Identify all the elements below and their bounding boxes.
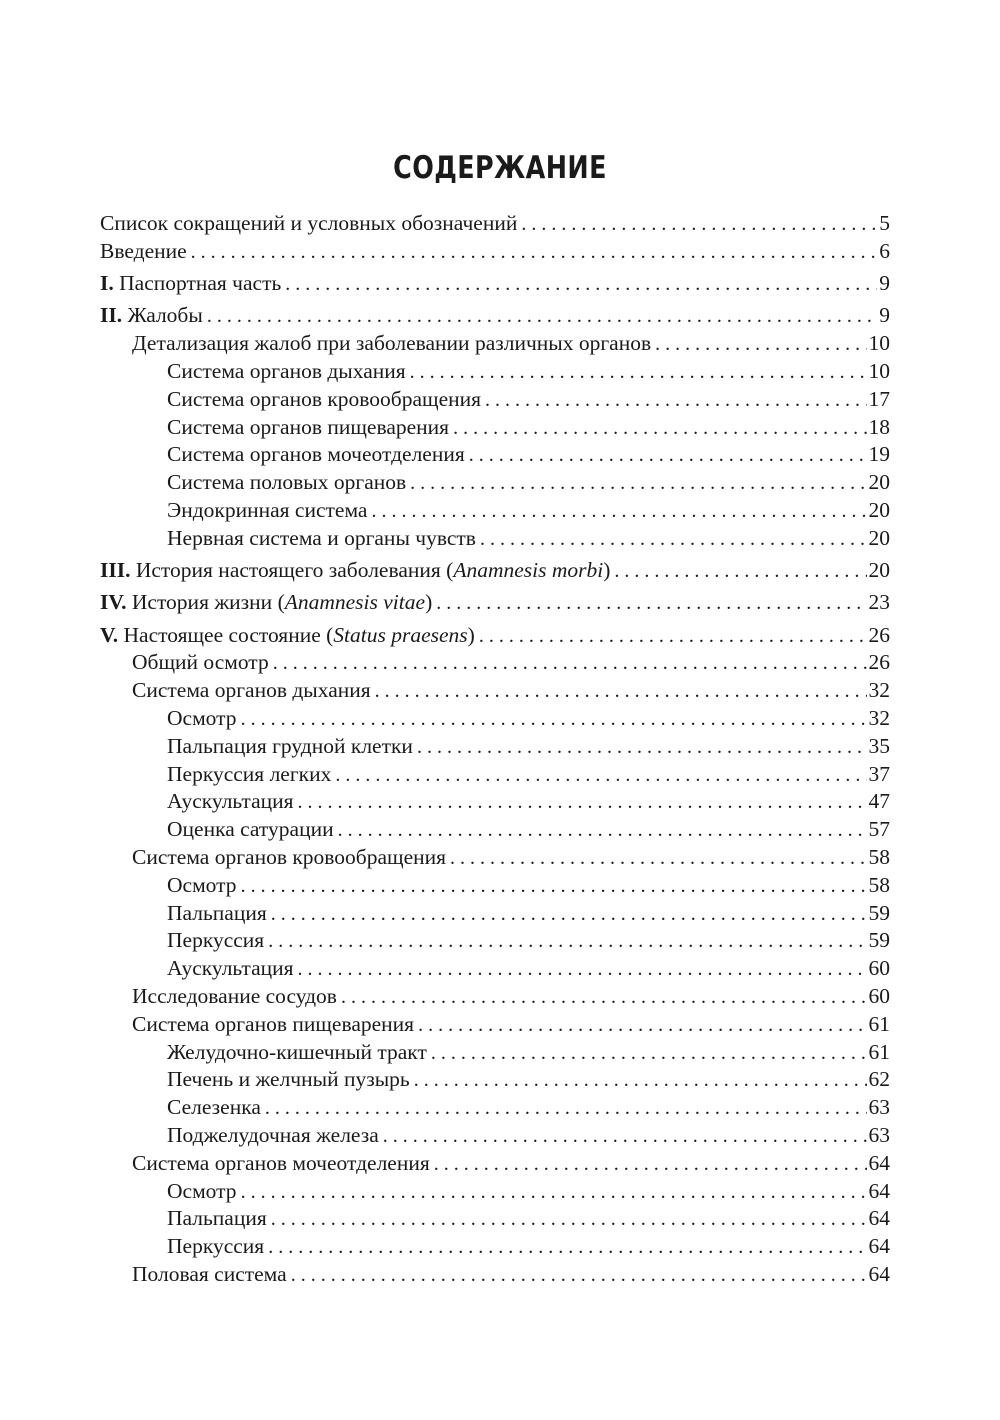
- toc-entry-number: I.: [100, 271, 114, 296]
- toc-entry-page: 62: [868, 1067, 890, 1092]
- toc-entry-page: 32: [868, 706, 890, 731]
- toc-leader-dots: [265, 1095, 867, 1122]
- toc-leader-dots: [417, 734, 867, 761]
- toc-entry-page: 58: [868, 845, 890, 870]
- toc-entry-text-end: ): [467, 622, 475, 647]
- toc-leader-dots: [614, 558, 866, 585]
- toc-entry-text: Система органов дыхания: [167, 358, 406, 383]
- toc-entry[interactable]: [100, 1066, 890, 1094]
- toc-leader-dots: [191, 239, 878, 266]
- toc-leader-dots: [418, 1012, 866, 1039]
- toc-leader-dots: [291, 1262, 867, 1289]
- toc-leader-dots: [453, 415, 866, 442]
- toc-entry[interactable]: [100, 386, 890, 414]
- toc-entry-text: Настоящее состояние (: [118, 622, 334, 647]
- toc-entry-label: [132, 983, 341, 1011]
- toc-entry[interactable]: [100, 525, 890, 553]
- toc-entry-page: 57: [868, 817, 890, 842]
- toc-entry-page: 64: [868, 1178, 890, 1203]
- toc-entry-page: 19: [868, 442, 890, 467]
- toc-entry-label: [167, 1178, 241, 1206]
- toc-leader-dots: [479, 623, 867, 650]
- toc-leader-dots: [273, 650, 867, 677]
- toc-entry-label: [167, 816, 338, 844]
- toc-entry-text: Общий осмотр: [132, 650, 269, 675]
- toc-entry-text: Система органов кровообращения: [132, 845, 447, 870]
- toc-entry-text: Система органов мочеотделения: [132, 1150, 430, 1175]
- toc-leader-dots: [241, 1179, 867, 1206]
- toc-entry-label: [132, 1261, 291, 1289]
- toc-entry[interactable]: [100, 302, 890, 330]
- toc-entry-page: 61: [868, 1039, 890, 1064]
- toc-entry[interactable]: [100, 705, 890, 733]
- toc-entry-label: [100, 557, 614, 585]
- toc-entry-text: Осмотр: [167, 872, 237, 897]
- toc-entry-page: 6: [879, 238, 890, 263]
- toc-entry[interactable]: [100, 649, 890, 677]
- toc-entry-text: Пальпация: [167, 1206, 267, 1231]
- toc-leader-dots: [268, 928, 866, 955]
- toc-entry[interactable]: [100, 900, 890, 928]
- toc-entry-label: [167, 469, 410, 497]
- toc-entry-label: [167, 525, 480, 553]
- toc-leader-dots: [436, 590, 866, 617]
- toc-entry-number: III.: [100, 558, 131, 583]
- toc-entry-page: 64: [868, 1150, 890, 1175]
- toc-entry-label: [132, 844, 450, 872]
- toc-entry-text: Система органов пищеварения: [167, 414, 450, 439]
- toc-entry-page: 64: [868, 1261, 890, 1286]
- toc-entry[interactable]: [100, 1150, 890, 1178]
- toc-entry[interactable]: [100, 210, 890, 238]
- toc-leader-dots: [521, 211, 877, 238]
- toc-entry[interactable]: [100, 358, 890, 386]
- toc-entry-page: 17: [868, 386, 890, 411]
- toc-entry[interactable]: [100, 872, 890, 900]
- toc-leader-dots: [655, 331, 866, 358]
- toc-entry-page: 64: [868, 1206, 890, 1231]
- toc-entry-text: Система половых органов: [167, 470, 407, 495]
- toc-entry[interactable]: [100, 1233, 890, 1261]
- toc-entry-text: Оценка сатурации: [167, 817, 334, 842]
- toc-entry-text: История жизни (: [126, 590, 285, 615]
- toc-entry[interactable]: [100, 1011, 890, 1039]
- toc-leader-dots: [285, 271, 877, 298]
- toc-entry[interactable]: [100, 330, 890, 358]
- toc-leader-dots: [241, 873, 867, 900]
- toc-entry-page: 10: [868, 331, 890, 356]
- toc-entry-label: [132, 1150, 434, 1178]
- toc-entry-label: [167, 1122, 383, 1150]
- toc-entry-latin: Status praesens: [333, 622, 468, 647]
- toc-entry-page: 32: [868, 678, 890, 703]
- toc-entry[interactable]: [100, 238, 890, 266]
- toc-entry-page: 37: [868, 761, 890, 786]
- toc-entry-text: Жалобы: [122, 303, 203, 328]
- toc-entry[interactable]: [100, 844, 890, 872]
- toc-entry-label: [132, 1011, 418, 1039]
- page-title: СОДЕРЖАНИЕ: [393, 150, 607, 186]
- toc-entry-label: [132, 649, 273, 677]
- toc-entry-label: [167, 761, 335, 789]
- toc-entry-label: [132, 330, 655, 358]
- toc-entry-text: Пальпация: [167, 900, 267, 925]
- toc-entry-page: 26: [868, 622, 890, 647]
- toc-entry-latin: Anamnesis vitae: [284, 590, 426, 615]
- toc-leader-dots: [271, 901, 867, 928]
- toc-entry-text: Перкуссия легких: [167, 761, 332, 786]
- toc-entry-page: 20: [868, 497, 890, 522]
- toc-entry-text: Перкуссия: [167, 928, 265, 953]
- toc-entry[interactable]: [100, 589, 890, 617]
- toc-leader-dots: [298, 789, 867, 816]
- toc-entry-text: Система органов мочеотделения: [167, 442, 465, 467]
- toc-entry-text: Система органов дыхания: [132, 678, 371, 703]
- toc-entry-page: 47: [868, 789, 890, 814]
- toc-entry-label: [100, 622, 479, 650]
- toc-leader-dots: [241, 706, 867, 733]
- toc-entry-text: Осмотр: [167, 1178, 237, 1203]
- toc-entry-page: 9: [879, 303, 890, 328]
- toc-entry-label: [167, 358, 410, 386]
- toc-entry-label: [100, 210, 521, 238]
- toc-entry-page: 9: [879, 271, 890, 296]
- toc-entry-page: 63: [868, 1095, 890, 1120]
- toc-entry-label: [167, 1066, 414, 1094]
- toc-entry-text: Система органов пищеварения: [132, 1011, 415, 1036]
- toc-entry-label: [100, 589, 436, 617]
- toc-leader-dots: [431, 1040, 867, 1067]
- toc-entry-label: [167, 1039, 431, 1067]
- toc-entry-text: История настоящего заболевания (: [130, 558, 454, 583]
- toc-entry-page: 35: [868, 733, 890, 758]
- toc-entry-label: [167, 955, 298, 983]
- toc-entry[interactable]: [100, 414, 890, 442]
- toc-entry[interactable]: [100, 677, 890, 705]
- toc-entry-text: Нервная система и органы чувств: [167, 525, 476, 550]
- table-of-contents: [100, 210, 890, 1289]
- toc-entry[interactable]: [100, 816, 890, 844]
- toc-entry[interactable]: [100, 557, 890, 585]
- toc-entry-label: [100, 270, 285, 298]
- toc-leader-dots: [383, 1123, 867, 1150]
- toc-entry-label: [100, 238, 191, 266]
- toc-entry-label: [167, 386, 485, 414]
- toc-entry-text-end: ): [425, 590, 433, 615]
- toc-entry-number: II.: [100, 303, 123, 328]
- toc-entry[interactable]: [100, 733, 890, 761]
- toc-entry[interactable]: [100, 1205, 890, 1233]
- toc-entry-label: [167, 414, 453, 442]
- toc-entry-label: [167, 705, 241, 733]
- toc-entry-number: V.: [100, 622, 119, 647]
- toc-entry-page: 58: [868, 872, 890, 897]
- toc-entry-page: 23: [868, 590, 890, 615]
- toc-entry-text: Желудочно-кишечный тракт: [167, 1039, 427, 1064]
- toc-entry[interactable]: [100, 469, 890, 497]
- toc-entry-page: 64: [868, 1234, 890, 1259]
- toc-entry-page: 5: [879, 211, 890, 235]
- toc-entry-label: [167, 788, 298, 816]
- toc-leader-dots: [207, 303, 877, 330]
- toc-entry-text: Паспортная часть: [113, 271, 282, 296]
- toc-entry-text: Эндокринная система: [167, 497, 368, 522]
- toc-entry-latin: Anamnesis morbi: [453, 558, 604, 583]
- toc-entry-text: Детализация жалоб при заболевании различных органов: [132, 331, 652, 356]
- toc-leader-dots: [450, 845, 866, 872]
- toc-entry[interactable]: [100, 1039, 890, 1067]
- toc-leader-dots: [371, 498, 866, 525]
- toc-entry-text: Перкуссия: [167, 1234, 265, 1259]
- toc-entry-label: [167, 927, 268, 955]
- toc-entry[interactable]: [100, 622, 890, 650]
- toc-entry-text: Осмотр: [167, 706, 237, 731]
- toc-entry-label: [167, 1233, 268, 1261]
- toc-entry-page: 26: [868, 650, 890, 675]
- toc-entry[interactable]: [100, 1178, 890, 1206]
- toc-entry[interactable]: [100, 983, 890, 1011]
- toc-entry[interactable]: [100, 270, 890, 298]
- toc-entry-page: 59: [868, 900, 890, 925]
- toc-entry-page: 60: [868, 984, 890, 1009]
- toc-entry-text: Печень и желчный пузырь: [167, 1067, 410, 1092]
- toc-entry-text: Аускультация: [167, 956, 294, 981]
- toc-entry-page: 20: [868, 525, 890, 550]
- toc-entry[interactable]: [100, 497, 890, 525]
- toc-entry-text: Селезенка: [167, 1095, 261, 1120]
- toc-entry[interactable]: [100, 441, 890, 469]
- toc-entry-text: Половая система: [132, 1261, 287, 1286]
- toc-entry-text: Поджелудочная железа: [167, 1123, 379, 1147]
- toc-entry-label: [167, 900, 271, 928]
- toc-leader-dots: [410, 470, 866, 497]
- toc-entry[interactable]: [100, 927, 890, 955]
- toc-entry-page: 20: [868, 470, 890, 495]
- toc-leader-dots: [298, 956, 867, 983]
- toc-entry[interactable]: [100, 788, 890, 816]
- toc-leader-dots: [341, 984, 867, 1011]
- toc-entry-label: [167, 497, 371, 525]
- toc-leader-dots: [335, 762, 866, 789]
- toc-entry-text-end: ): [603, 558, 611, 583]
- toc-entry-text: Система органов кровообращения: [167, 386, 482, 411]
- toc-entry-text: Аускультация: [167, 789, 294, 814]
- toc-leader-dots: [338, 817, 867, 844]
- toc-entry-text: Введение: [100, 238, 187, 263]
- toc-entry-page: 61: [868, 1011, 890, 1036]
- toc-entry[interactable]: [100, 1094, 890, 1122]
- toc-entry-label: [167, 1205, 271, 1233]
- toc-entry-page: 63: [868, 1123, 890, 1147]
- toc-leader-dots: [375, 678, 867, 705]
- toc-entry-label: [100, 302, 207, 330]
- toc-entry-page: 60: [868, 956, 890, 981]
- toc-entry-text: Исследование сосудов: [132, 984, 337, 1009]
- toc-leader-dots: [480, 526, 867, 553]
- toc-leader-dots: [485, 387, 866, 414]
- toc-entry[interactable]: [100, 1122, 890, 1150]
- toc-leader-dots: [469, 442, 867, 469]
- toc-leader-dots: [410, 359, 867, 386]
- toc-entry-label: [167, 441, 469, 469]
- toc-entry-page: 59: [868, 928, 890, 953]
- toc-entry-page: 18: [868, 414, 890, 439]
- toc-entry-label: [167, 1094, 265, 1122]
- toc-entry-text: Список сокращений и условных обозначений: [100, 211, 518, 235]
- toc-entry[interactable]: [100, 761, 890, 789]
- toc-entry[interactable]: [100, 1261, 890, 1289]
- toc-entry-page: 20: [868, 558, 890, 583]
- toc-entry[interactable]: [100, 955, 890, 983]
- toc-leader-dots: [434, 1151, 867, 1178]
- toc-entry-page: 10: [868, 358, 890, 383]
- toc-entry-label: [167, 733, 417, 761]
- toc-leader-dots: [268, 1234, 866, 1261]
- toc-entry-label: [132, 677, 375, 705]
- toc-entry-text: Пальпация грудной клетки: [167, 733, 413, 758]
- toc-leader-dots: [414, 1067, 867, 1094]
- toc-entry-label: [167, 872, 241, 900]
- toc-entry-number: IV.: [100, 590, 127, 615]
- toc-leader-dots: [271, 1206, 867, 1233]
